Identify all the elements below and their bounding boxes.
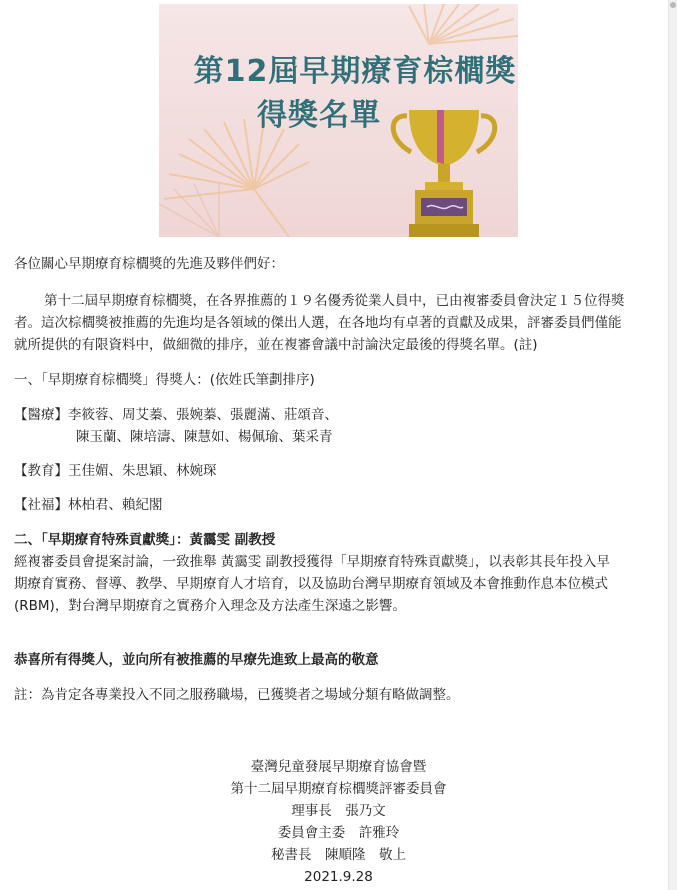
- palm-leaf-top-right-icon: [409, 4, 518, 44]
- medical-winners-line1: 【醫療】李筱蓉、周艾蓁、張婉蓁、張麗滿、莊頌音、: [14, 407, 338, 423]
- education-winners: 【教育】王佳媚、朱思穎、林婉琛: [14, 463, 217, 479]
- award-banner-image: [159, 4, 518, 237]
- section2-heading: 二、「早期療育特殊貢獻獎」：黃靄雯 副教授: [14, 532, 276, 548]
- note: 註：為肯定各專業投入不同之服務職場，已獲獎者之場域分類有略做調整。: [14, 687, 460, 703]
- greeting: 各位關心早期療育棕櫚獎的先進及夥伴們好：: [14, 256, 284, 272]
- banner-title-line1: 第12屆早期療育棕櫚獎: [193, 54, 517, 89]
- banner-title-line2: 得獎名單: [257, 98, 381, 133]
- signature-committee: 第十二屆早期療育棕櫚獎評審委員會: [230, 781, 447, 797]
- intro-line-1: 第十二屆早期療育棕櫚獎，在各界推薦的１９名優秀從業人員中，已由複審委員會決定１５位得獎: [44, 293, 625, 309]
- section1-heading: 一、「早期療育棕櫚獎」得獎人：(依姓氏筆劃排序): [14, 372, 315, 388]
- medical-winners-line2: 陳玉蘭、陳培濤、陳慧如、楊佩瑜、葉采青: [76, 429, 333, 445]
- signature-date: 2021.9.28: [304, 869, 373, 885]
- signature-org: 臺灣兒童發展早期療育協會暨: [250, 759, 427, 775]
- signature-committee-chair: 委員會主委 許雅玲: [277, 825, 400, 841]
- section2-line-1: 經複審委員會提案討論，一致推舉 黃靄雯 副教授獲得「早期療育特殊貢獻獎」，以表彰其長年投入早: [14, 554, 610, 570]
- intro-line-2: 者。這次棕櫚獎被推薦的先進均是各領域的傑出人選，在各地均有卓著的貢獻及成果，評審委員們僅能: [14, 315, 622, 331]
- signature-secretary: 秘書長 陳順隆 敬上: [271, 847, 406, 863]
- section2-line-2: 期療育實務、督導、教學、早期療育人才培育，以及協助台灣早期療育領域及本會推動作息本位模式: [14, 576, 608, 592]
- congratulations-message: 恭喜所有得獎人，並向所有被推薦的早療先進致上最高的敬意: [14, 652, 379, 668]
- signature-chair: 理事長 張乃文: [291, 803, 386, 819]
- intro-line-3: 就所提供的有限資料中，做細微的排序，並在複審會議中討論決定最後的得獎名單。(註): [14, 337, 538, 353]
- scrollbar-thumb[interactable]: [670, 2, 676, 8]
- section2-line-3: (RBM)，對台灣早期療育之實務介入理念及方法產生深遠之影響。: [14, 598, 406, 614]
- social-welfare-winners: 【社福】林柏君、賴紀閣: [14, 497, 163, 513]
- palm-leaf-small-icon: [159, 182, 219, 237]
